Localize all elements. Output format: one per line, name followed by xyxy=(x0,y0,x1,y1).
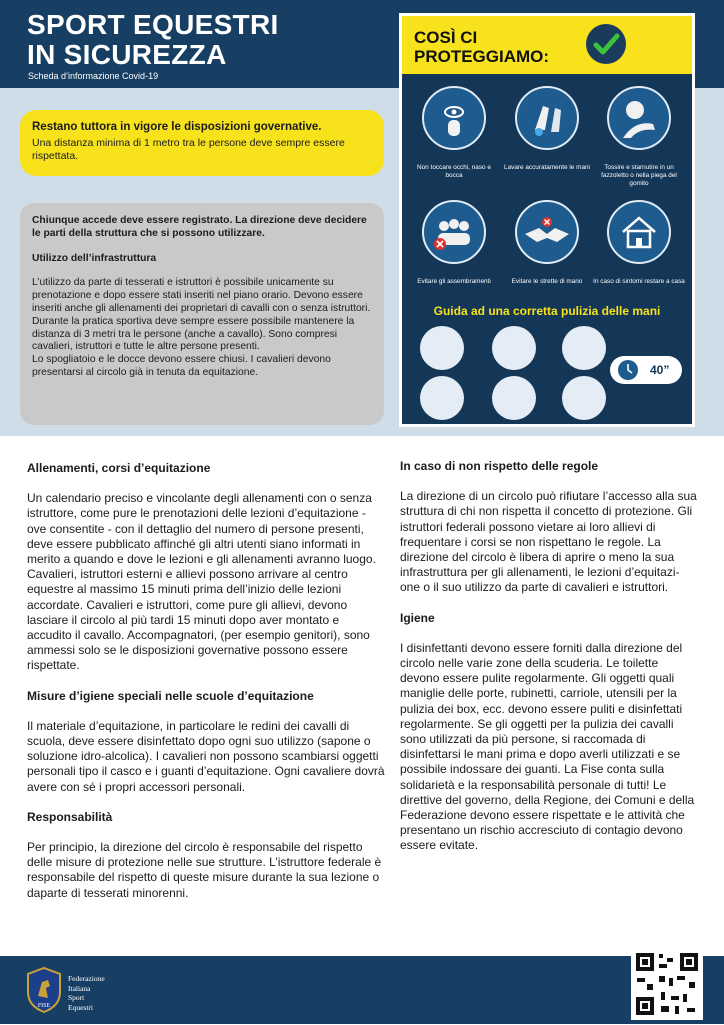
sneeze-elbow-icon xyxy=(607,86,671,150)
access-heading: Utilizzo dell’infrastruttura xyxy=(32,252,157,264)
section-heading: Igiene xyxy=(400,610,435,625)
poster-title: COSÌ CI PROTEGGIAMO: xyxy=(414,28,550,66)
timer-badge xyxy=(610,356,682,384)
section-paragraph: Per principio, la direzione del circolo è responsabile del rispetto delle misure di protezione nelle sue strutture. L’istruttore federale è responsabile del rispetto di queste misure durante la sua lezione o daparte di tesserati minorenni. xyxy=(27,840,382,900)
section-heading: Allenamenti, corsi d’equitazione xyxy=(27,461,211,475)
no-touch-face-icon xyxy=(422,86,486,150)
notice-box xyxy=(20,110,384,176)
section-heading: Responsabilità xyxy=(27,809,113,824)
right-column xyxy=(400,459,698,869)
no-crowds-icon xyxy=(422,200,486,264)
page-title: SPORT EQUESTRI IN SICUREZZA xyxy=(27,9,279,70)
federation-name: Federazione Italiana Sport Equestri xyxy=(68,974,105,1012)
hand-washing-step-icon xyxy=(420,376,464,420)
section-paragraph: Un calendario preciso e vincolante degli allenamenti con o senza istruttore, come pure le prenotazioni delle lezioni d’equitazione - ove consentite - con il dettaglio del numero di persone presenti, deve essere pubblicato affinché gli altri utenti siano informati in merito a quando e dove le lezioni e gli allenamenti avranno luogo. Cavalieri, istruttori esterni e allievi possono arrivare al centro equestre al massimo 15 minuti prima dell’inizio delle lezioni accordate. Cavalieri e istruttori, come pure gli allievi, devono lasciare il circolo al più tardi 15 minuti dopo aver montato e accudito il cavallo. Accompagnatori, (per esempio genitori), sono ammessi solo se le disposizioni governative possono essere rispettate. xyxy=(27,491,376,673)
icon-caption: Evitare le strette di mano xyxy=(511,278,583,285)
notice-title: Restano tuttora in vigore le disposizioni governative. xyxy=(32,121,322,133)
stay-home-icon xyxy=(607,200,671,264)
icon-caption: In caso di sintomi restare a casa xyxy=(593,278,685,285)
hand-washing-step-icon xyxy=(562,376,606,420)
access-paragraph: L’utilizzo da parte di tesserati e istruttori è possibile unicamente su prenotazione e dopo essere stati inseriti nel piano orario. Devono essere inseriti anche gli allenamenti dei proprietari di cavalli con o senza istruttori. xyxy=(32,277,371,314)
icon-caption: Non toccare occhi, naso e bocca xyxy=(417,164,491,179)
access-paragraph: Lo spogliatoio e le docce devono essere chiusi. I cavalieri devono presentarsi al circolo già in tenuta da equitazione. xyxy=(32,354,331,378)
logo-text: FISE xyxy=(37,1003,51,1009)
checkmark-icon xyxy=(586,24,626,64)
protection-poster xyxy=(399,13,695,427)
hand-washing-step-icon xyxy=(492,326,536,370)
icon-caption: Evitare gli assembramenti xyxy=(417,278,491,285)
hand-washing-step-icon xyxy=(562,326,606,370)
section-paragraph: Il materiale d’equitazione, in particolare le redini dei cavalli di scuola, deve essere disinfettato dopo ogni suo utilizzo (sapone o soluzione idro-alcolica). I cavalieri non possono scambiarsi oggetti personali tipo il casco e i guanti d’equitazione. Ogni cavaliere dovrà avere con sé i propri accessori personali. xyxy=(27,718,385,794)
section-heading: Misure d’igiene speciali nelle scuole d’equitazione xyxy=(27,688,314,703)
qr-code-icon[interactable] xyxy=(631,948,703,1020)
icon-caption: Lavare accuratamente le mani xyxy=(504,164,590,171)
section-heading: In caso di non rispetto delle regole xyxy=(400,459,599,473)
clock-icon xyxy=(614,356,642,384)
access-paragraph: Durante la pratica sportiva deve sempre essere possibile mantenere la distanza di 3 metri tra le persone (anche a cavallo). Sono compresi cavalieri, istruttori e tutte le altre persone presenti. xyxy=(32,315,355,353)
poster-banner xyxy=(402,16,692,74)
wash-hands-icon xyxy=(515,86,579,150)
hand-washing-step-icon xyxy=(492,376,536,420)
notice-text: Una distanza minima di 1 metro tra le persone deve sempre essere rispettata. xyxy=(32,137,345,162)
access-intro: Chiunque accede deve essere registrato. La direzione deve decidere le parti della struttura che si possono utilizzare. xyxy=(32,215,367,239)
hand-washing-step-icon xyxy=(420,326,464,370)
hand-washing-guide-title: Guida ad una corretta pulizia delle mani xyxy=(433,304,661,318)
page-subtitle: Scheda d’informazione Covid-19 xyxy=(28,71,159,81)
section-paragraph: I disinfettanti devono essere forniti dalla direzione del circolo nelle varie zone della scuderia. Le toilette devono essere pulite regolarmente. Gli oggetti quali maniglie delle porte, rubinetti, carriole, utensili per la pulizia dei box, ecc. devono essere puliti e disinfettati regolarmente. Se gli oggetti per la pulizia dei cavalli sono utilizzati da più persone, si raccomada di disinfettarsi le mani prima e dopo averli utilizzati e se possibile indossare dei guanti. La Fise conta sulla solidarietà e la responsabilità personale di tutti! Le direttive del governo, della Regione, dei Comuni e della Federazione devono essere rispettate e le attività che presentano un rischio accresciuto di contagio devono essere evitate. xyxy=(400,640,695,853)
icon-caption: Tossire e starnutire in un fazzoletto o nella piega del gomito xyxy=(601,164,677,187)
footer xyxy=(0,956,724,1024)
timer-text: 40” xyxy=(650,363,670,377)
left-column xyxy=(27,461,385,916)
section-paragraph: La direzione di un circolo può rifiutare l’accesso alla sua struttura di chi non rispetta il concetto di protezione. Gli istruttori federali possono vietare ai loro allievi di frequentare i corsi se non rispettano le regole. La direzione del circolo è libera di aprire o meno la sua infrastruttura per gli allenamenti, le lezioni d’equitazi-one o il suo utilizzo da parte di cavalieri e istruttori. xyxy=(400,489,697,595)
no-handshake-icon xyxy=(515,200,579,264)
fise-logo-icon xyxy=(24,966,64,1014)
access-box xyxy=(20,203,384,425)
